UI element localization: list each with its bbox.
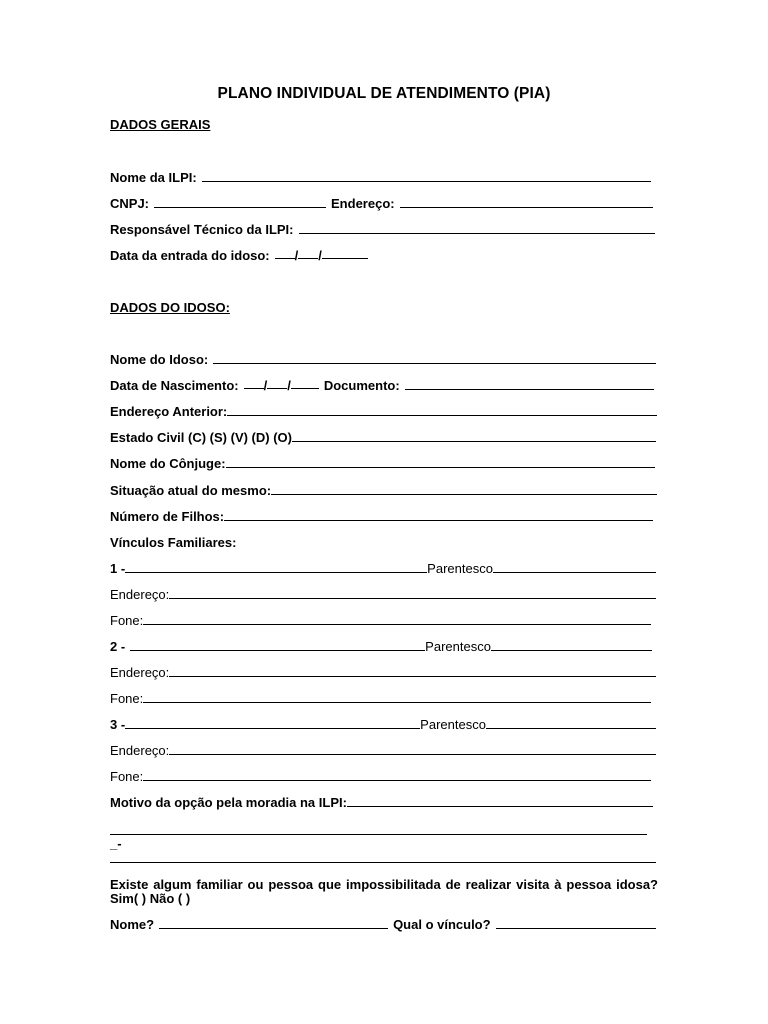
family-3-number: 3 - [110,717,126,732]
spouse-status-label: Situação atual do mesmo: [110,483,272,498]
spouse-status-row [110,482,657,498]
reason-continuation-line-2[interactable] [110,862,656,863]
entry-date-label: Data da entrada do idoso: [110,248,270,263]
visit-question: Existe algum familiar ou pessoa que impossibilitada de realizar visita à pessoa idosa? [110,877,658,892]
cnpj-label: CNPJ: [110,196,150,211]
reason-field[interactable] [347,806,653,807]
family-2-name-field[interactable] [130,650,425,651]
children-count-field[interactable] [224,520,653,521]
name-question-label: Nome? [110,917,155,932]
family-1-relation-field[interactable] [493,572,656,573]
section-elderly-heading: DADOS DO IDOSO: [110,300,230,315]
family-2-phone-field[interactable] [143,702,651,703]
reason-label: Motivo da opção pela moradia na ILPI: [110,795,347,810]
family-1-name-field[interactable] [125,572,427,573]
elderly-name-row [110,351,656,367]
family-1-phone-label: Fone: [110,613,144,628]
spouse-status-field[interactable] [271,494,657,495]
children-count-label: Número de Filhos: [110,509,225,524]
entry-date-field[interactable]: / / [275,248,368,263]
family-1-phone-field[interactable] [143,624,651,625]
tech-responsible-label: Responsável Técnico da ILPI: [110,222,294,237]
page-title: PLANO INDIVIDUAL DE ATENDIMENTO (PIA) [217,85,551,102]
marital-status-row [110,429,656,445]
reason-row [110,794,653,810]
family-3-phone-field[interactable] [143,780,651,781]
elderly-name-field[interactable] [213,363,656,364]
family-ties-label: Vínculos Familiares: [110,535,237,550]
birth-document-row [110,377,654,393]
family-3-phone-label: Fone: [110,769,144,784]
name-question-field[interactable] [159,928,388,929]
entry-date-row [110,247,410,263]
continuation-mark: _- [110,836,122,851]
birth-date-label: Data de Nascimento: [110,378,239,393]
reason-continuation-line-1[interactable] [110,834,647,835]
section-general-heading: DADOS GERAIS [110,117,211,132]
family-1-relation-label: Parentesco [427,561,493,576]
family-2-address-row [110,664,656,680]
tech-responsible-row [110,221,655,237]
bond-question-field[interactable] [496,928,656,929]
ilpi-name-row [110,169,651,185]
previous-address-row [110,403,657,419]
spouse-name-label: Nome do Cônjuge: [110,456,226,471]
spouse-name-field[interactable] [226,467,655,468]
bond-question-label: Qual o vínculo? [393,917,491,932]
family-ties-row [110,534,410,550]
cnpj-address-row [110,195,653,211]
family-2-address-field[interactable] [169,676,656,677]
visit-options[interactable]: Sim( ) Não ( ) [110,891,191,906]
marital-status-field[interactable] [292,441,656,442]
family-2-number: 2 - [110,639,126,654]
elderly-name-label: Nome do Idoso: [110,352,209,367]
spouse-name-row [110,455,655,471]
name-bond-row [110,916,656,932]
family-1-row [110,560,656,576]
family-2-phone-label: Fone: [110,691,144,706]
family-1-address-row [110,586,656,602]
children-count-row [110,508,653,524]
birth-date-field[interactable]: / / [244,378,319,393]
family-3-relation-label: Parentesco [420,717,486,732]
family-3-address-label: Endereço: [110,743,170,758]
family-3-address-row [110,742,656,758]
family-3-relation-field[interactable] [486,728,656,729]
family-2-address-label: Endereço: [110,665,170,680]
ilpi-name-field[interactable] [202,181,651,182]
family-2-phone-row [110,690,651,706]
family-2-relation-field[interactable] [491,650,652,651]
family-1-address-field[interactable] [169,598,656,599]
marital-status-label: Estado Civil (C) (S) (V) (D) (O) [110,430,292,445]
family-3-row [110,716,656,732]
address-label: Endereço: [331,196,395,211]
document-field[interactable] [405,389,654,390]
family-2-relation-label: Parentesco [425,639,491,654]
family-3-phone-row [110,768,651,784]
tech-responsible-field[interactable] [299,233,656,234]
family-3-name-field[interactable] [125,728,420,729]
previous-address-field[interactable] [227,415,657,416]
document-label: Documento: [323,378,400,393]
address-field[interactable] [400,207,653,208]
family-2-row [110,638,652,654]
family-3-address-field[interactable] [169,754,656,755]
ilpi-name-label: Nome da ILPI: [110,170,197,185]
previous-address-label: Endereço Anterior: [110,404,228,419]
family-1-phone-row [110,612,651,628]
family-1-number: 1 - [110,561,126,576]
family-1-address-label: Endereço: [110,587,170,602]
cnpj-field[interactable] [154,207,326,208]
